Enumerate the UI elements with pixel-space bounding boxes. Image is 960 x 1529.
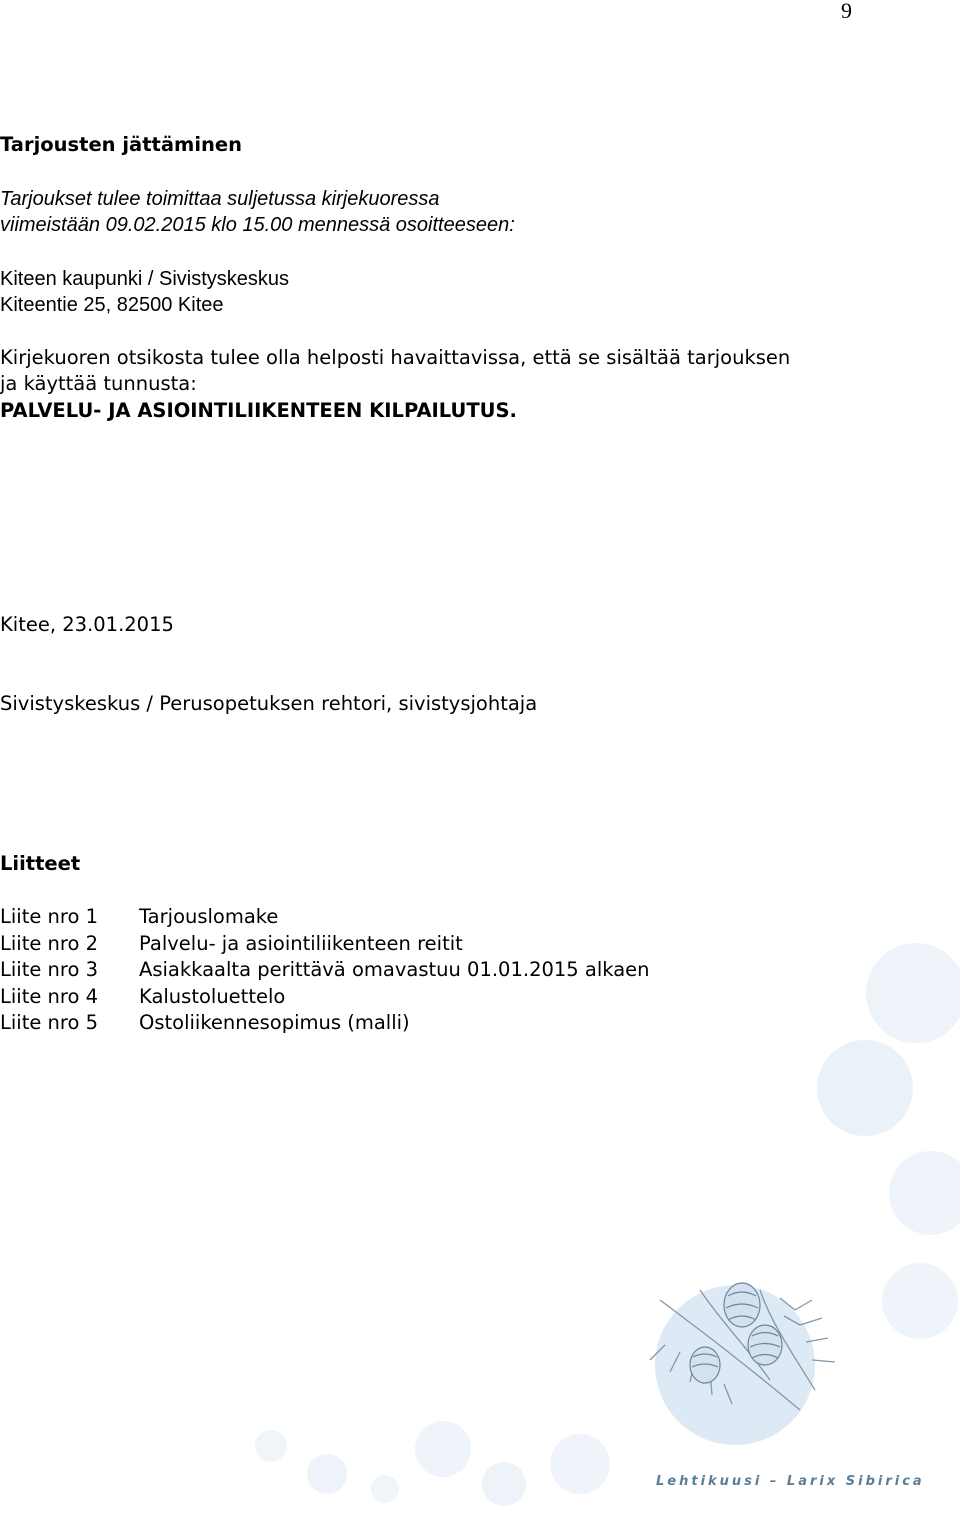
decor-circle-4: [882, 1263, 958, 1339]
attachment-title: Kalustoluettelo: [139, 985, 286, 1008]
attachment-label: Liite nro 5: [0, 1011, 99, 1034]
place-date: Kitee, 23.01.2015: [0, 613, 174, 636]
attachments-heading: Liitteet: [0, 852, 81, 875]
envelope-note-line-2: ja käyttää tunnusta:: [0, 372, 197, 395]
attachment-label: Liite nro 1: [0, 905, 99, 928]
attachment-title: Palvelu- ja asiointiliikenteen reitit: [139, 932, 463, 955]
instructions-line-1: Tarjoukset tulee toimittaa suljetussa kirjekuoressa: [0, 188, 440, 210]
attachment-title: Asiakkaalta perittävä omavastuu 01.01.2015 alkaen: [139, 958, 650, 981]
footer-brand: Lehtikuusi – Larix Sibirica: [656, 1474, 925, 1489]
instructions-line-2: viimeistään 09.02.2015 klo 15.00 mennessä osoitteeseen:: [0, 214, 515, 236]
envelope-note-line-1: Kirjekuoren otsikosta tulee olla helposti havaittavissa, että se sisältää tarjouksen: [0, 346, 791, 369]
decor-circle-9: [415, 1421, 471, 1477]
section-heading: Tarjousten jättäminen: [0, 133, 242, 156]
decor-circle-10: [482, 1462, 526, 1506]
attachment-title: Ostoliikennesopimus (malli): [139, 1011, 410, 1034]
larch-branch-icon: [650, 1290, 835, 1410]
decor-circle-11: [550, 1434, 610, 1494]
decor-circle-8: [371, 1475, 399, 1503]
attachment-label: Liite nro 4: [0, 985, 99, 1008]
decor-circle-5: [655, 1285, 815, 1445]
address-line-2: Kiteentie 25, 82500 Kitee: [0, 294, 224, 316]
attachment-label: Liite nro 3: [0, 958, 99, 981]
attachment-title: Tarjouslomake: [139, 905, 279, 928]
larch-cone-icon: [690, 1283, 782, 1383]
decor-circle-1: [866, 943, 960, 1043]
page-number: 9: [841, 0, 852, 23]
decor-circle-6: [255, 1430, 287, 1462]
signatory: Sivistyskeskus / Perusopetuksen rehtori, sivistysjohtaja: [0, 692, 538, 715]
decor-circle-2: [817, 1040, 913, 1136]
envelope-identifier: PALVELU- JA ASIOINTILIIKENTEEN KILPAILUTUS.: [0, 399, 517, 422]
decor-circle-7: [307, 1454, 347, 1494]
address-line-1: Kiteen kaupunki / Sivistyskeskus: [0, 268, 290, 290]
attachment-label: Liite nro 2: [0, 932, 99, 955]
decor-circle-3: [889, 1151, 960, 1235]
